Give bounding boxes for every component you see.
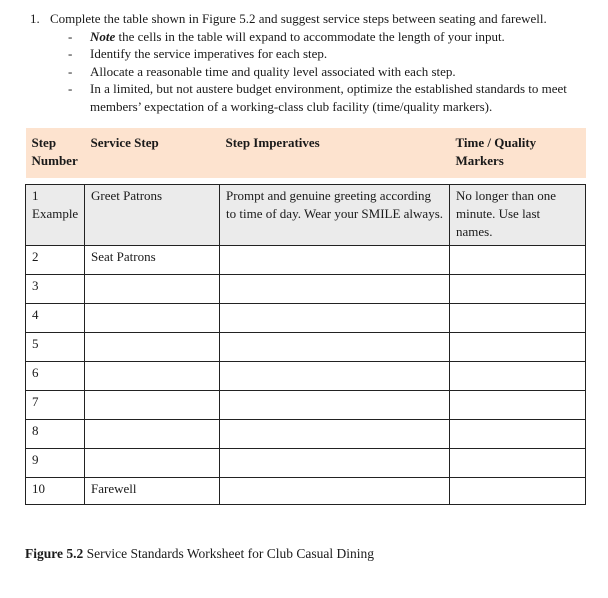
cell-imperatives[interactable]	[220, 478, 450, 505]
table-header-row	[26, 128, 586, 178]
bullet-item	[68, 28, 590, 46]
cell-imperatives[interactable]	[220, 449, 450, 478]
cell-step: 9	[26, 449, 85, 478]
cell-markers[interactable]	[450, 391, 586, 420]
table-row	[26, 362, 586, 391]
cell-service-step[interactable]	[85, 449, 220, 478]
table-row	[26, 391, 586, 420]
question-number: 1.	[30, 11, 40, 26]
cell-imperatives[interactable]	[220, 391, 450, 420]
service-standards-table	[25, 128, 586, 505]
bullet-text: Allocate a reasonable time and quality level associated with each step.	[90, 63, 456, 79]
bullet-item	[68, 45, 590, 63]
bullet-item	[68, 63, 590, 81]
bullet-dash: -	[68, 63, 73, 79]
table-row	[26, 478, 586, 505]
cell-service-step[interactable]: Greet Patrons	[85, 185, 220, 246]
cell-imperatives[interactable]	[220, 275, 450, 304]
cell-step: 10	[26, 478, 85, 505]
header-time-quality-markers: Time / Quality Markers	[455, 135, 537, 168]
cell-service-step[interactable]	[85, 333, 220, 362]
cell-step: 8	[26, 420, 85, 449]
cell-imperatives[interactable]: Prompt and genuine greeting according to time of day. Wear your SMILE always.	[220, 185, 450, 246]
bullet-text: In a limited, but not austere budget environment, optimize the established standards to meet members’ expectation of a working-class club facility (time/quality markers).	[90, 81, 567, 114]
cell-markers[interactable]	[450, 333, 586, 362]
cell-markers[interactable]	[450, 304, 586, 333]
table-row	[26, 420, 586, 449]
cell-step: 2	[26, 246, 85, 275]
bullet-text: Identify the service imperatives for each step.	[90, 46, 328, 61]
cell-markers[interactable]	[450, 420, 586, 449]
table-row	[26, 246, 586, 275]
cell-markers[interactable]	[450, 449, 586, 478]
cell-service-step[interactable]	[85, 275, 220, 304]
cell-step: 4	[26, 304, 85, 333]
cell-markers[interactable]	[450, 246, 586, 275]
table-row	[26, 275, 586, 304]
question-line	[30, 10, 590, 28]
header-step-imperatives: Step Imperatives	[225, 135, 320, 150]
figure-label: Figure 5.2	[25, 546, 84, 561]
cell-service-step[interactable]	[85, 391, 220, 420]
bullet-dash: -	[68, 28, 73, 44]
cell-service-step[interactable]	[85, 304, 220, 333]
bullet-dash: -	[68, 81, 73, 96]
instructions	[30, 10, 590, 115]
cell-step: 6	[26, 362, 85, 391]
cell-step: 1 Example	[26, 185, 85, 246]
cell-service-step[interactable]: Farewell	[85, 478, 220, 505]
cell-service-step[interactable]	[85, 420, 220, 449]
cell-step: 7	[26, 391, 85, 420]
bullet-text: the cells in the table will expand to accommodate the length of your input.	[115, 28, 505, 44]
cell-step: 5	[26, 333, 85, 362]
cell-markers[interactable]	[450, 362, 586, 391]
cell-step: 3	[26, 275, 85, 304]
table-row-example	[26, 185, 586, 246]
cell-imperatives[interactable]	[220, 304, 450, 333]
header-step-number: Step Number	[31, 135, 78, 168]
figure-caption	[25, 546, 374, 562]
figure-caption-text: Service Standards Worksheet for Club Casual Dining	[83, 546, 374, 561]
table-row	[26, 333, 586, 362]
header-service-step: Service Step	[90, 135, 159, 150]
bullet-dash: -	[68, 46, 73, 61]
cell-imperatives[interactable]	[220, 333, 450, 362]
table-row	[26, 304, 586, 333]
instruction-bullets	[30, 28, 590, 116]
cell-markers[interactable]: No longer than one minute. Use last names.	[450, 185, 586, 246]
question-text: Complete the table shown in Figure 5.2 and suggest service steps between seating and farewell.	[50, 11, 547, 26]
cell-imperatives[interactable]	[220, 362, 450, 391]
cell-service-step[interactable]: Seat Patrons	[85, 246, 220, 275]
bullet-item	[68, 80, 590, 115]
cell-imperatives[interactable]	[220, 420, 450, 449]
note-emphasis: Note	[90, 28, 116, 44]
cell-service-step[interactable]	[85, 362, 220, 391]
cell-imperatives[interactable]	[220, 246, 450, 275]
table-row	[26, 449, 586, 478]
cell-markers[interactable]	[450, 275, 586, 304]
cell-markers[interactable]	[450, 478, 586, 505]
